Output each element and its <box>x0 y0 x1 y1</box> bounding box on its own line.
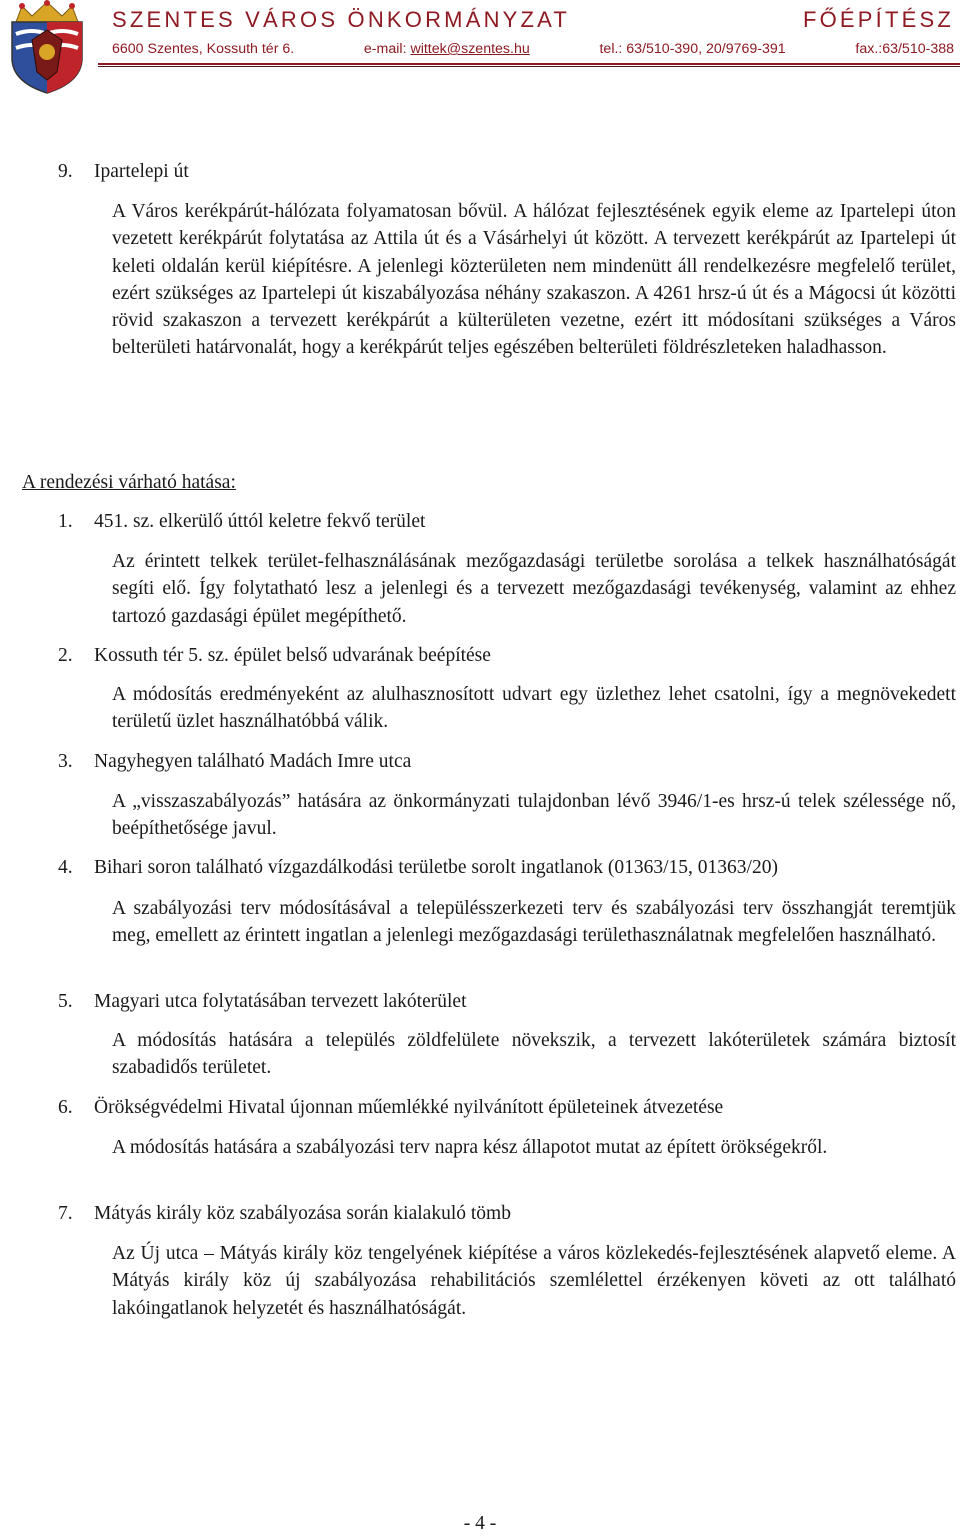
item-number: 5. <box>58 991 73 1012</box>
office-name: FŐÉPÍTÉSZ <box>802 7 954 32</box>
item-heading <box>58 1094 723 1121</box>
address: 6600 Szentes, Kossuth tér 6. <box>112 41 295 57</box>
item-paragraph: A módosítás hatására a szabályozási terv napra kész állapotot mutat az épített örökségekről. <box>112 1137 828 1158</box>
item-title: Ipartelepi út <box>94 161 189 182</box>
item-title: Kossuth tér 5. sz. épület belső udvarának beépítése <box>94 645 491 666</box>
email-link[interactable]: wittek@szentes.hu <box>410 41 530 57</box>
header-contact-row <box>112 40 954 58</box>
item-number: 1. <box>58 511 73 532</box>
header-title-row <box>112 7 954 33</box>
item-number: 6. <box>58 1097 73 1118</box>
item-paragraph: A módosítás hatására a település zöldfelülete növekszik, a tervezett lakóterületek számára biztosít szabadidős területet. <box>112 1030 956 1079</box>
header-divider-secondary <box>98 66 960 67</box>
item-heading <box>58 854 778 881</box>
item-heading <box>58 1200 511 1227</box>
item-heading <box>58 748 411 775</box>
email-label: e-mail: <box>363 41 407 57</box>
phone: tel.: 63/510-390, 20/9769-391 <box>599 41 786 57</box>
org-name: SZENTES VÁROS ÖNKORMÁNYZAT <box>112 7 571 32</box>
item-title: Mátyás király köz szabályozása során kialakuló tömb <box>94 1203 511 1224</box>
item-title: Örökségvédelmi Hivatal újonnan műemlékké nyilvánított épületeinek átvezetése <box>94 1097 724 1118</box>
section-title: A rendezési várható hatása: <box>22 472 236 493</box>
item-heading <box>58 508 425 535</box>
item-number: 4. <box>58 857 73 878</box>
item-heading <box>58 158 189 185</box>
item-number: 3. <box>58 751 73 772</box>
item-paragraph: Az érintett telkek terület-felhasználásának mezőgazdasági területbe sorolása a telkek használhatóságát segíti elő. Így folytatható lesz a jelenlegi és a tervezett mezőgazdasági tevékenység, valamint az ehhez tartozó gazdasági épület megépíthető. <box>112 551 956 627</box>
item-title: Nagyhegyen található Madách Imre utca <box>94 751 412 772</box>
item-heading <box>58 988 467 1015</box>
item-paragraph: Az Új utca – Mátyás király köz tengelyének kiépítése a város közlekedés-fejlesztésének alapvető eleme. A Mátyás király köz új szabályozása rehabilitációs szemlélettel érzékenyen követi az ott található lakóingatlanok helyzetét és használhatóságát. <box>112 1243 956 1319</box>
item-number: 9. <box>58 161 73 182</box>
email-line <box>364 40 530 58</box>
header-divider <box>98 63 960 65</box>
item-number: 7. <box>58 1203 73 1224</box>
item-paragraph: A szabályozási terv módosításával a településszerkezeti terv és szabályozási terv összhangját teremtjük meg, emellett az érintett ingatlan a jelenlegi mezőgazdasági területhasználatnak megfelelően használható. <box>112 898 956 947</box>
page-number: - 4 - <box>463 1513 497 1534</box>
item-title: Bihari soron található vízgazdálkodási területbe sorolt ingatlanok (01363/15, 01363/20) <box>94 857 778 878</box>
item-title: Magyari utca folytatásában tervezett lakóterület <box>94 991 467 1012</box>
item-heading <box>58 642 491 669</box>
item-paragraph: A „visszaszabályozás” hatására az önkormányzati tulajdonban lévő 3946/1-es hrsz-ú telek szélessége nő, beépíthetősége javul. <box>112 791 956 840</box>
fax: fax.:63/510-388 <box>855 41 954 57</box>
city-crest-logo <box>2 0 92 95</box>
item-paragraph: A Város kerékpárút-hálózata folyamatosan bővül. A hálózat fejlesztésének egyik eleme az Ipartelepi úton vezetett kerékpárút folytatása az Attila út és a Vásárhelyi út között. A tervezett kerékpárút az Ipartelepi út keleti oldalán kerül kiépítésre. A jelenlegi közterületen nem mindenütt áll rendelkezésre megfelelő terület, ezért szükséges az Ipartelepi út kiszabályozása néhány szakaszon. A 4261 hrsz-ú út és a Mágocsi út közötti rövid szakaszon a tervezett kerékpárút a külterületen vezetne, ezért itt módosítani szükséges a Város belterületi határvonalát, hogy a kerékpárút teljes egészében belterületi földrészleteken haladhasson. <box>112 201 956 359</box>
item-number: 2. <box>58 645 73 666</box>
item-paragraph: A módosítás eredményeként az alulhasznosított udvart egy üzlethez lehet csatolni, így a megnövekedett területű üzlet használhatóbbá válik. <box>112 684 956 733</box>
item-title: 451. sz. elkerülő úttól keletre fekvő terület <box>94 511 426 532</box>
